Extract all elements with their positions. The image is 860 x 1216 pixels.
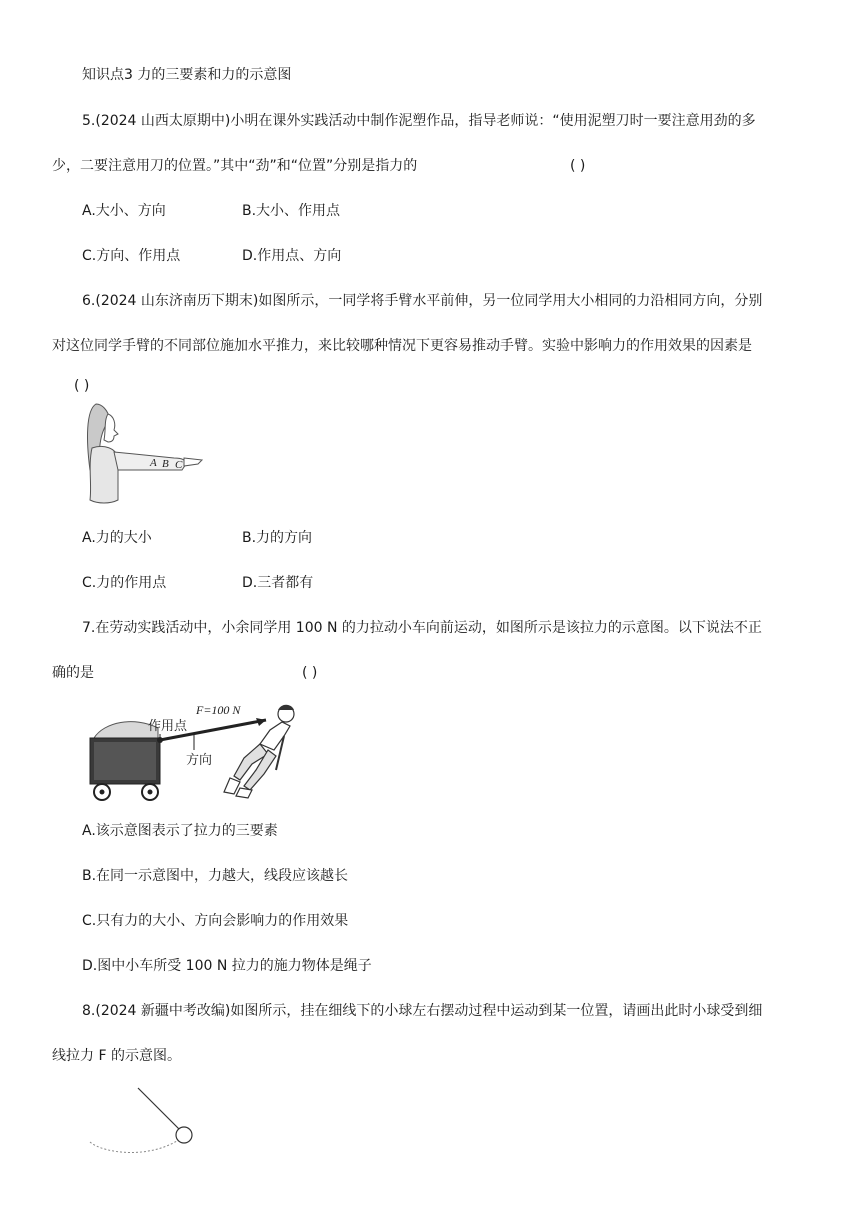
question-6-answer-bracket[interactable]: ( ) xyxy=(74,378,90,394)
pendulum-arc xyxy=(90,1136,184,1153)
question-6-option-c[interactable]: C.力的作用点 xyxy=(82,575,167,591)
question-6-figure-arm xyxy=(78,400,208,516)
question-5-option-b[interactable]: B.大小、作用点 xyxy=(242,203,341,219)
pendulum-string xyxy=(138,1088,179,1129)
question-8-line-1: 8.(2024 新疆中考改编)如图所示，挂在细线下的小球左右摆动过程中运动到某一位置，请画出此时小球受到细 xyxy=(82,1003,763,1019)
question-7-answer-bracket[interactable]: ( ) xyxy=(302,665,318,681)
figure-label-direction: 方向 xyxy=(186,753,213,768)
figure-label-c: C xyxy=(175,459,183,471)
question-7-option-c[interactable]: C.只有力的大小、方向会影响力的作用效果 xyxy=(82,913,349,929)
question-8-line-2: 线拉力 F 的示意图。 xyxy=(52,1048,181,1064)
question-6-line-1: 6.(2024 山东济南历下期末)如图所示，一同学将手臂水平前伸，另一位同学用大小相同的力沿相同方向，分别 xyxy=(82,293,763,309)
question-5-answer-bracket[interactable]: ( ) xyxy=(570,158,586,174)
question-5-line-1: 5.(2024 山西太原期中)小明在课外实践活动中制作泥塑作品，指导老师说：“使用泥塑刀时一要注意用劲的多 xyxy=(82,113,756,129)
question-5-line-2: 少，二要注意用刀的位置。”其中“劲”和“位置”分别是指力的 xyxy=(52,158,418,174)
question-8-figure-pendulum[interactable] xyxy=(84,1084,214,1168)
question-7-line-2: 确的是 xyxy=(52,665,94,681)
question-7-option-a[interactable]: A.该示意图表示了拉力的三要素 xyxy=(82,823,278,839)
question-7-figure-cart xyxy=(84,700,314,808)
question-6-line-2: 对这位同学手臂的不同部位施加水平推力，来比较哪种情况下更容易推动手臂。实验中影响力的作用效果的因素是 xyxy=(52,338,752,354)
question-6-option-d[interactable]: D.三者都有 xyxy=(242,575,314,591)
pendulum-ball xyxy=(176,1127,192,1143)
question-5-option-c[interactable]: C.方向、作用点 xyxy=(82,248,181,264)
question-5-option-a[interactable]: A.大小、方向 xyxy=(82,203,166,219)
question-5-option-d[interactable]: D.作用点、方向 xyxy=(242,248,342,264)
figure-label-force: F=100 N xyxy=(196,703,241,717)
figure-label-a: A xyxy=(150,457,157,469)
question-7-option-d[interactable]: D.图中小车所受 100 N 拉力的施力物体是绳子 xyxy=(82,958,372,974)
figure-label-b: B xyxy=(162,458,169,470)
question-7-line-1: 7.在劳动实践活动中，小余同学用 100 N 的力拉动小车向前运动，如图所示是该拉力的示意图。以下说法不正 xyxy=(82,620,762,636)
section-title: 知识点3 力的三要素和力的示意图 xyxy=(82,67,292,83)
question-6-option-b[interactable]: B.力的方向 xyxy=(242,530,313,546)
question-6-option-a[interactable]: A.力的大小 xyxy=(82,530,152,546)
figure-label-point: 作用点 xyxy=(148,719,188,734)
question-7-option-b[interactable]: B.在同一示意图中，力越大，线段应该越长 xyxy=(82,868,349,884)
